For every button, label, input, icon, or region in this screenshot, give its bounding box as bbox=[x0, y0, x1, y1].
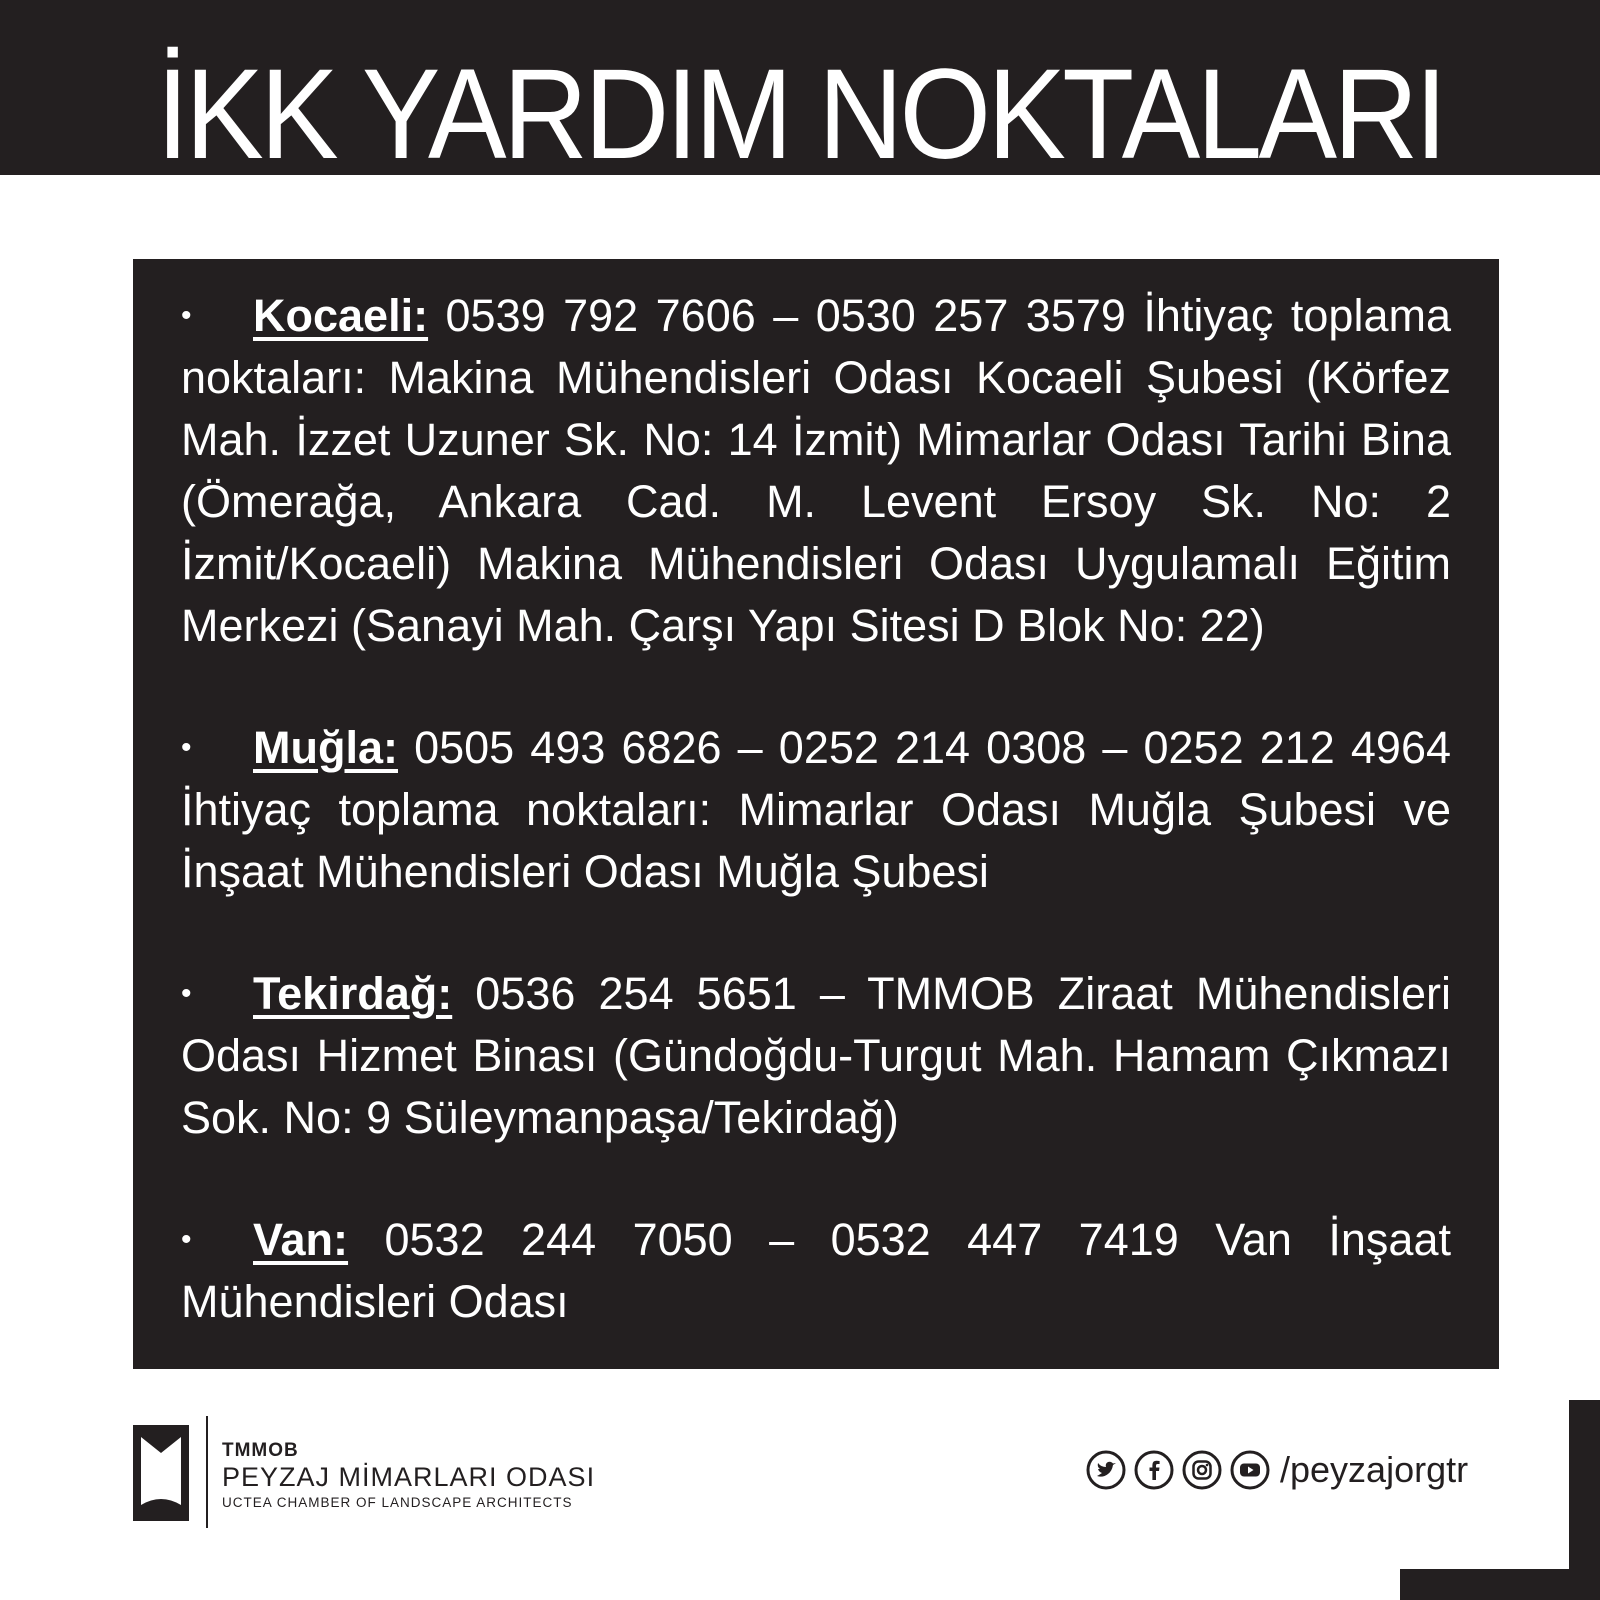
entry-text: 0532 244 7050 – 0532 447 7419 Van İnşaat Mühendisleri Odası bbox=[181, 1214, 1451, 1327]
bullet: • bbox=[181, 977, 192, 1010]
entry-van bbox=[181, 1209, 1451, 1333]
instagram-icon[interactable] bbox=[1182, 1450, 1222, 1490]
bullet: • bbox=[181, 299, 192, 332]
youtube-icon[interactable] bbox=[1230, 1450, 1270, 1490]
city-name: Muğla: bbox=[253, 722, 398, 773]
bullet: • bbox=[181, 1223, 192, 1256]
entry-kocaeli bbox=[181, 285, 1451, 657]
page-title: İKK YARDIM NOKTALARI bbox=[156, 43, 1444, 175]
logo-icon bbox=[133, 1425, 189, 1521]
divider bbox=[206, 1416, 208, 1528]
city-name: Kocaeli: bbox=[253, 290, 429, 341]
entry-tekirdag bbox=[181, 963, 1451, 1149]
twitter-icon[interactable] bbox=[1086, 1450, 1126, 1490]
social-handle[interactable]: /peyzajorgtr bbox=[1280, 1449, 1469, 1490]
org-abbreviation: TMMOB bbox=[222, 1440, 299, 1461]
corner-decoration bbox=[1400, 1569, 1600, 1600]
city-name: Tekirdağ: bbox=[253, 968, 453, 1019]
facebook-icon[interactable] bbox=[1134, 1450, 1174, 1490]
bullet: • bbox=[181, 731, 192, 764]
help-points-panel bbox=[133, 259, 1499, 1369]
org-english-name: UCTEA CHAMBER OF LANDSCAPE ARCHITECTS bbox=[222, 1495, 573, 1510]
entry-text: 0505 493 6826 – 0252 214 0308 – 0252 212 4964 İhtiyaç toplama noktaları: Mimarlar Odası Muğla Şubesi ve İnşaat Mühendisleri Odası Muğla Şubesi bbox=[181, 722, 1451, 897]
entry-mugla bbox=[181, 717, 1451, 903]
org-name: PEYZAJ MİMARLARI ODASI bbox=[222, 1462, 596, 1492]
entry-text: 0536 254 5651 – TMMOB Ziraat Mühendisleri Odası Hizmet Binası (Gündoğdu-Turgut Mah. Hamam Çıkmazı Sok. No: 9 Süleymanpaşa/Tekirdağ) bbox=[181, 968, 1451, 1143]
city-name: Van: bbox=[253, 1214, 349, 1265]
social-links bbox=[1086, 1448, 1468, 1492]
entry-text: 0539 792 7606 – 0530 257 3579 İhtiyaç toplama noktaları: Makina Mühendisleri Odası Kocaeli Şubesi (Körfez Mah. İzzet Uzuner Sk. No: 14 İzmit) Mimarlar Odası Tarihi Bina (Ömerağa, Ankara Cad. M. Levent Ersoy Sk. No: 2 İzmit/Kocaeli) Makina Mühendisleri Odası Uygulamalı Eğitim Merkezi (Sanayi Mah. Çarşı Yapı Sitesi D Blok No: 22) bbox=[181, 290, 1451, 651]
